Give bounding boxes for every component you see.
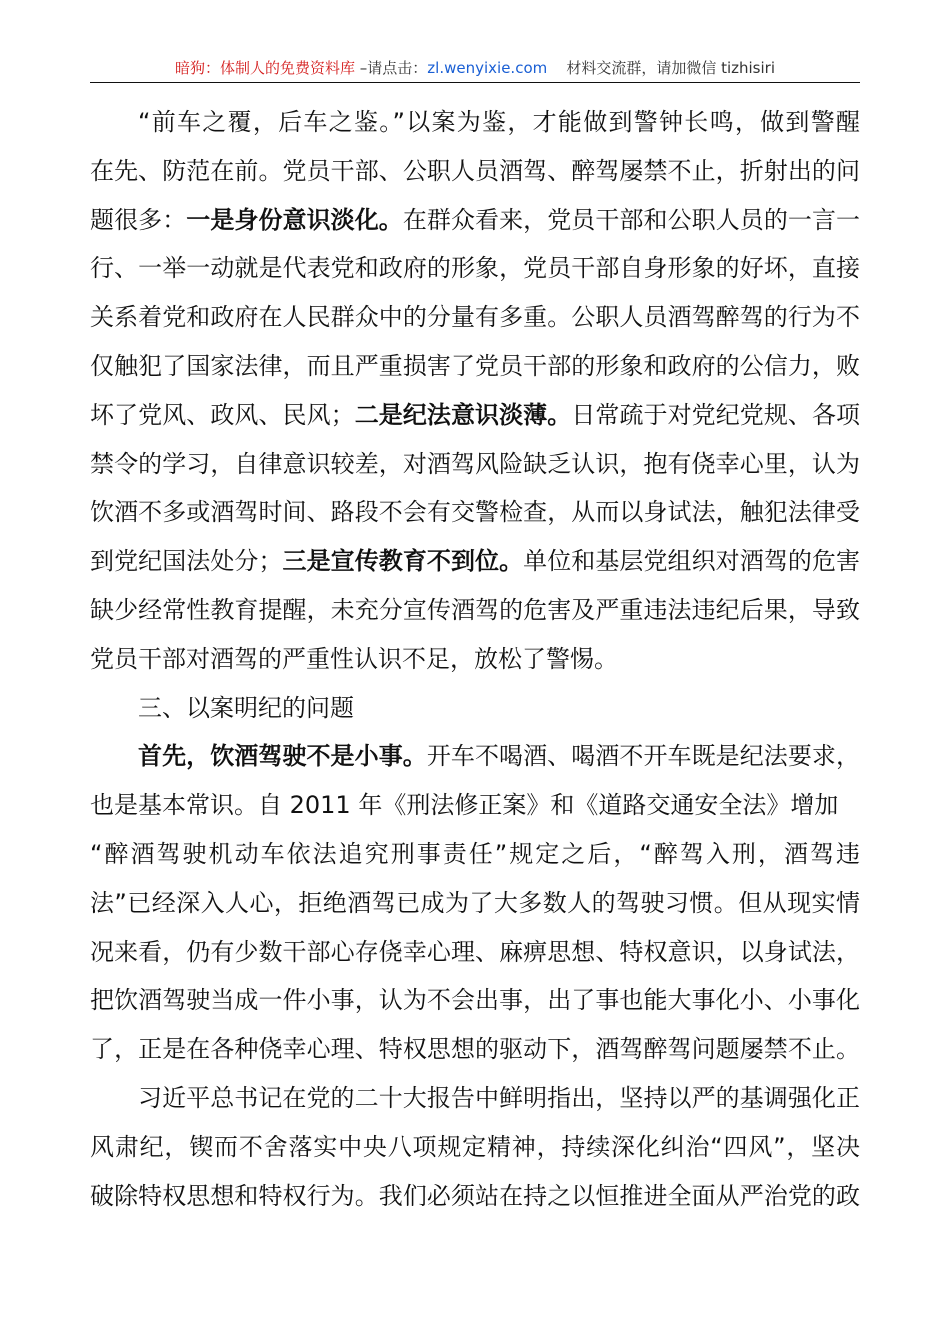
line-text: 坏了党风、政风、民风； [90, 400, 355, 429]
text-line [90, 684, 860, 733]
text-line [90, 488, 860, 537]
line-text: 法”已经深入人心，拒绝酒驾已成为了大多数人的驾驶习惯。但从现实情 [90, 888, 860, 917]
header-link[interactable]: zl.wenyixie.com [427, 59, 548, 77]
text-line [90, 732, 860, 781]
text-line [90, 928, 860, 977]
line-text: 关系着党和政府在人民群众中的分量有多重。公职人员酒驾醉驾的行为不 [90, 303, 860, 332]
line-text: 日常疏于对党纪党规、各项 [571, 400, 860, 429]
bold-heading-text: 一是身份意识淡化。 [186, 205, 403, 234]
text-line [90, 781, 860, 830]
line-text: 单位和基层党组织对酒驾的危害 [523, 547, 860, 576]
text-line [90, 1025, 860, 1074]
text-line [90, 976, 860, 1025]
line-text: 禁令的学习，自律意识较差，对酒驾风险缺乏认识，抱有侥幸心里，认为 [90, 449, 860, 478]
header-site-name: 暗狗：体制人的免费资料库 [175, 59, 356, 77]
bold-heading-text: 二是纪法意识淡薄。 [354, 400, 572, 429]
text-line [90, 879, 860, 928]
text-line [90, 586, 860, 635]
line-text: 仅触犯了国家法律，而且严重损害了党员干部的形象和政府的公信力，败 [90, 351, 860, 380]
line-text: 破除特权思想和特权行为。我们必须站在持之以恒推进全面从严治党的政 [90, 1181, 860, 1210]
text-line [90, 147, 860, 196]
text-line [90, 98, 860, 147]
bold-heading-text: 三是宣传教育不到位。 [282, 547, 524, 576]
text-line [90, 391, 860, 440]
line-text: “醉酒驾驶机动车依法追究刑事责任”规定之后，“醉驾入刑，酒驾违 [90, 839, 860, 868]
text-line [90, 1172, 860, 1221]
line-text: “前车之覆，后车之鉴。”以案为鉴，才能做到警钟长鸣，做到警醒 [138, 108, 860, 136]
line-text: 了，正是在各种侥幸心理、特权思想的驱动下，酒驾醉驾问题屡禁不止。 [90, 1035, 860, 1064]
line-text: 开车不喝酒、喝酒不开车既是纪法要求， [426, 742, 860, 771]
document-body [90, 98, 860, 1220]
line-text: 行、一举一动就是代表党和政府的形象，党员干部自身形象的好坏，直接 [90, 254, 860, 283]
line-text: 况来看，仍有少数干部心存侥幸心理、麻痹思想、特权意识，以身试法， [90, 937, 860, 966]
line-text: 把饮酒驾驶当成一件小事，认为不会出事，出了事也能大事化小、小事化 [90, 986, 860, 1015]
text-line [90, 196, 860, 245]
text-line [90, 830, 860, 879]
header-divider [90, 82, 860, 83]
text-line [90, 1123, 860, 1172]
line-text: 风肃纪，锲而不舍落实中央八项规定精神，持续深化纠治“四风”，坚决 [90, 1132, 860, 1161]
text-line [90, 635, 860, 684]
text-line [90, 342, 860, 391]
line-text: 到党纪国法处分； [90, 547, 283, 576]
line-text: 缺少经常性教育提醒，未充分宣传酒驾的危害及严重违法违纪后果，导致 [90, 595, 860, 624]
line-text: 三、以案明纪的问题 [138, 693, 354, 722]
line-text: 饮酒不多或酒驾时间、路段不会有交警检查，从而以身试法，触犯法律受 [90, 498, 860, 527]
text-line [90, 537, 860, 586]
header-click-prompt: –请点击： [355, 59, 428, 77]
line-text: 题很多： [90, 205, 187, 234]
text-line [90, 440, 860, 489]
line-text: 也是基本常识。自 2011 年《刑法修正案》和《道路交通安全法》增加 [90, 791, 839, 820]
header-wechat-note: 材料交流群，请加微信 tizhisiri [566, 59, 775, 77]
text-line [90, 293, 860, 342]
line-text: 在先、防范在前。党员干部、公职人员酒驾、醉驾屡禁不止，折射出的问 [90, 156, 860, 185]
line-text: 习近平总书记在党的二十大报告中鲜明指出，坚持以严的基调强化正 [138, 1083, 860, 1112]
line-text: 在群众看来，党员干部和公职人员的一言一 [402, 205, 860, 234]
text-line [90, 1074, 860, 1123]
bold-heading-text: 首先，饮酒驾驶不是小事。 [138, 742, 427, 771]
page-header [90, 58, 860, 78]
line-text: 党员干部对酒驾的严重性认识不足，放松了警惕。 [90, 644, 618, 673]
text-line [90, 244, 860, 293]
